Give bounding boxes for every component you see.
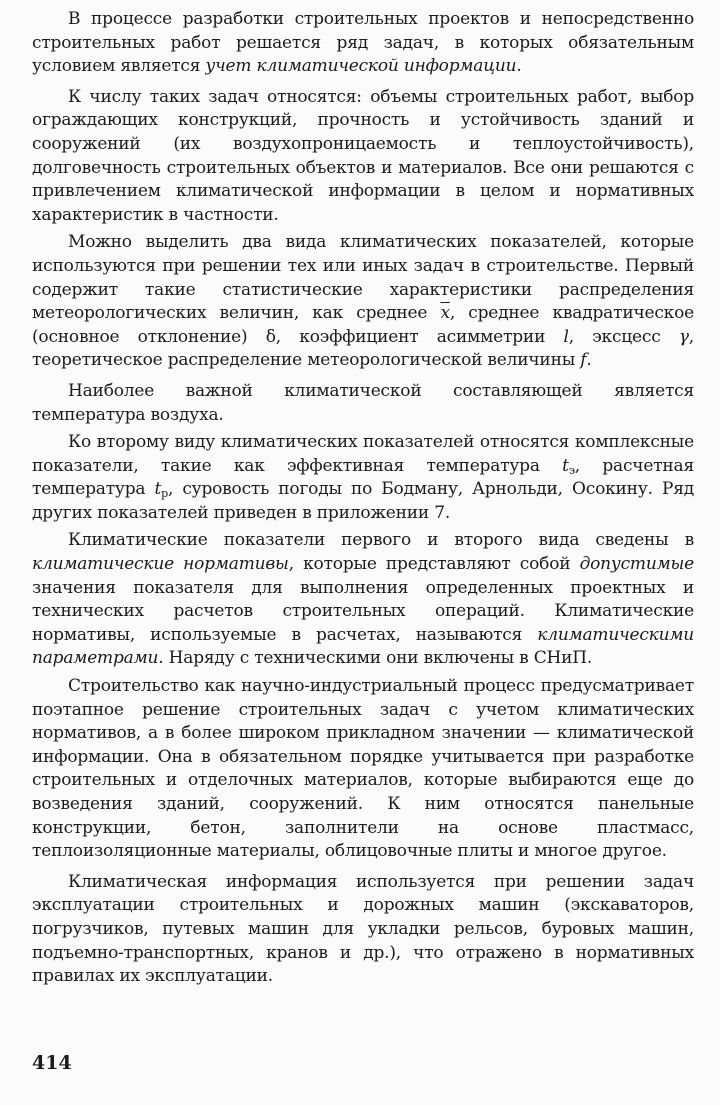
text-run: значения показателя для выполнения определенных проектных и технических расчетов строительных операций. Климатические нормативы, используемые в расчетах, называются (32, 577, 694, 645)
text-run: Можно выделить два вида климатических показателей, которые используются при решении тех или иных задач в строительстве. Первый содержит такие статистические характеристики распределения метеорологических величин, как среднее (32, 232, 694, 324)
paragraph (32, 675, 694, 864)
text-run: , расчетная температура (32, 455, 694, 500)
body-text (32, 8, 694, 998)
math-symbol: l (563, 326, 569, 347)
text-run: В процессе разработки строительных проектов и непосредственно строительных работ решается ряд задач, в которых обязательным условием является (32, 9, 694, 77)
text-run: , суровость погоды по Бодману, Арнольди, Осокину. Ряд других показателей приведен в приложении 7. (32, 479, 694, 523)
math-symbol: $\overline{x}$ (440, 303, 450, 324)
emphasized-term: климатическими параметрами (32, 624, 694, 669)
math-symbol: t (154, 479, 162, 500)
paragraph (32, 431, 694, 525)
text-run: , эксцесс (568, 326, 679, 347)
text-run: . (516, 56, 522, 77)
math-symbol: t (562, 455, 569, 476)
paragraph (32, 380, 694, 427)
subscript: э (568, 463, 575, 477)
text-run: . (586, 350, 592, 371)
text-run: Строительство как научно-индустриальный процесс предусматривает поэтапное решение строительных задач с учетом климатических нормативов, а в более широком прикладном значении — климатической информации. Она в обязательном порядке учитывается при разработке строительных и отделочных материалов, которые выбираются еще до возведения зданий, сооружений. К ним относятся панельные конструкции, бетон, заполнители на основе пластмасс, теплоизоляционные материалы, облицовочные плиты и многое другое. (32, 676, 694, 862)
text-run: Ко второму виду климатических показателей относятся комплексные показатели, такие как эффективная температура (32, 432, 694, 476)
text-run: Наиболее важной климатической составляющей является температура воздуха. (32, 380, 694, 425)
emphasized-term: учет климатической информации (205, 56, 517, 77)
text-run: . Наряду с техническими они включены в СНиП. (158, 648, 593, 669)
text-run: Климатические показатели первого и второго вида сведены в (68, 530, 694, 551)
paragraph (32, 871, 694, 989)
text-run: , среднее квадратическое (основное отклонение) δ, коэффициент асимметрии (32, 303, 694, 347)
paragraph (32, 86, 694, 228)
paragraph (32, 231, 694, 373)
paragraph (32, 8, 694, 79)
page-number: 414 (32, 1052, 72, 1074)
subscript: р (161, 487, 168, 501)
text-run: , теоретическое распределение метеорологической величины (32, 326, 694, 371)
math-symbol: γ (678, 326, 689, 347)
math-symbol: f (580, 350, 587, 371)
text-run: , которые представляют собой (288, 554, 580, 575)
emphasized-term: допустимые (579, 554, 694, 575)
text-run: Климатическая информация используется при решении задач эксплуатации строительных и дорожных машин (экскаваторов, погрузчиков, путевых машин для укладки рельсов, буровых машин, подъемно-транспортных, кранов и др.), что отражено в нормативных правилах их эксплуатации. (32, 871, 694, 987)
text-run: К числу таких задач относятся: объемы строительных работ, выбор ограждающих конструкций, прочность и устойчивость зданий и сооружений (их воздухопроницаемость и теплоустойчивость), долговечность строительных объектов и материалов. Все они решаются с привлечением климатической информации в целом и нормативных характеристик в частности. (32, 86, 694, 225)
emphasized-term: климатические нормативы (32, 554, 289, 575)
paragraph (32, 529, 694, 671)
